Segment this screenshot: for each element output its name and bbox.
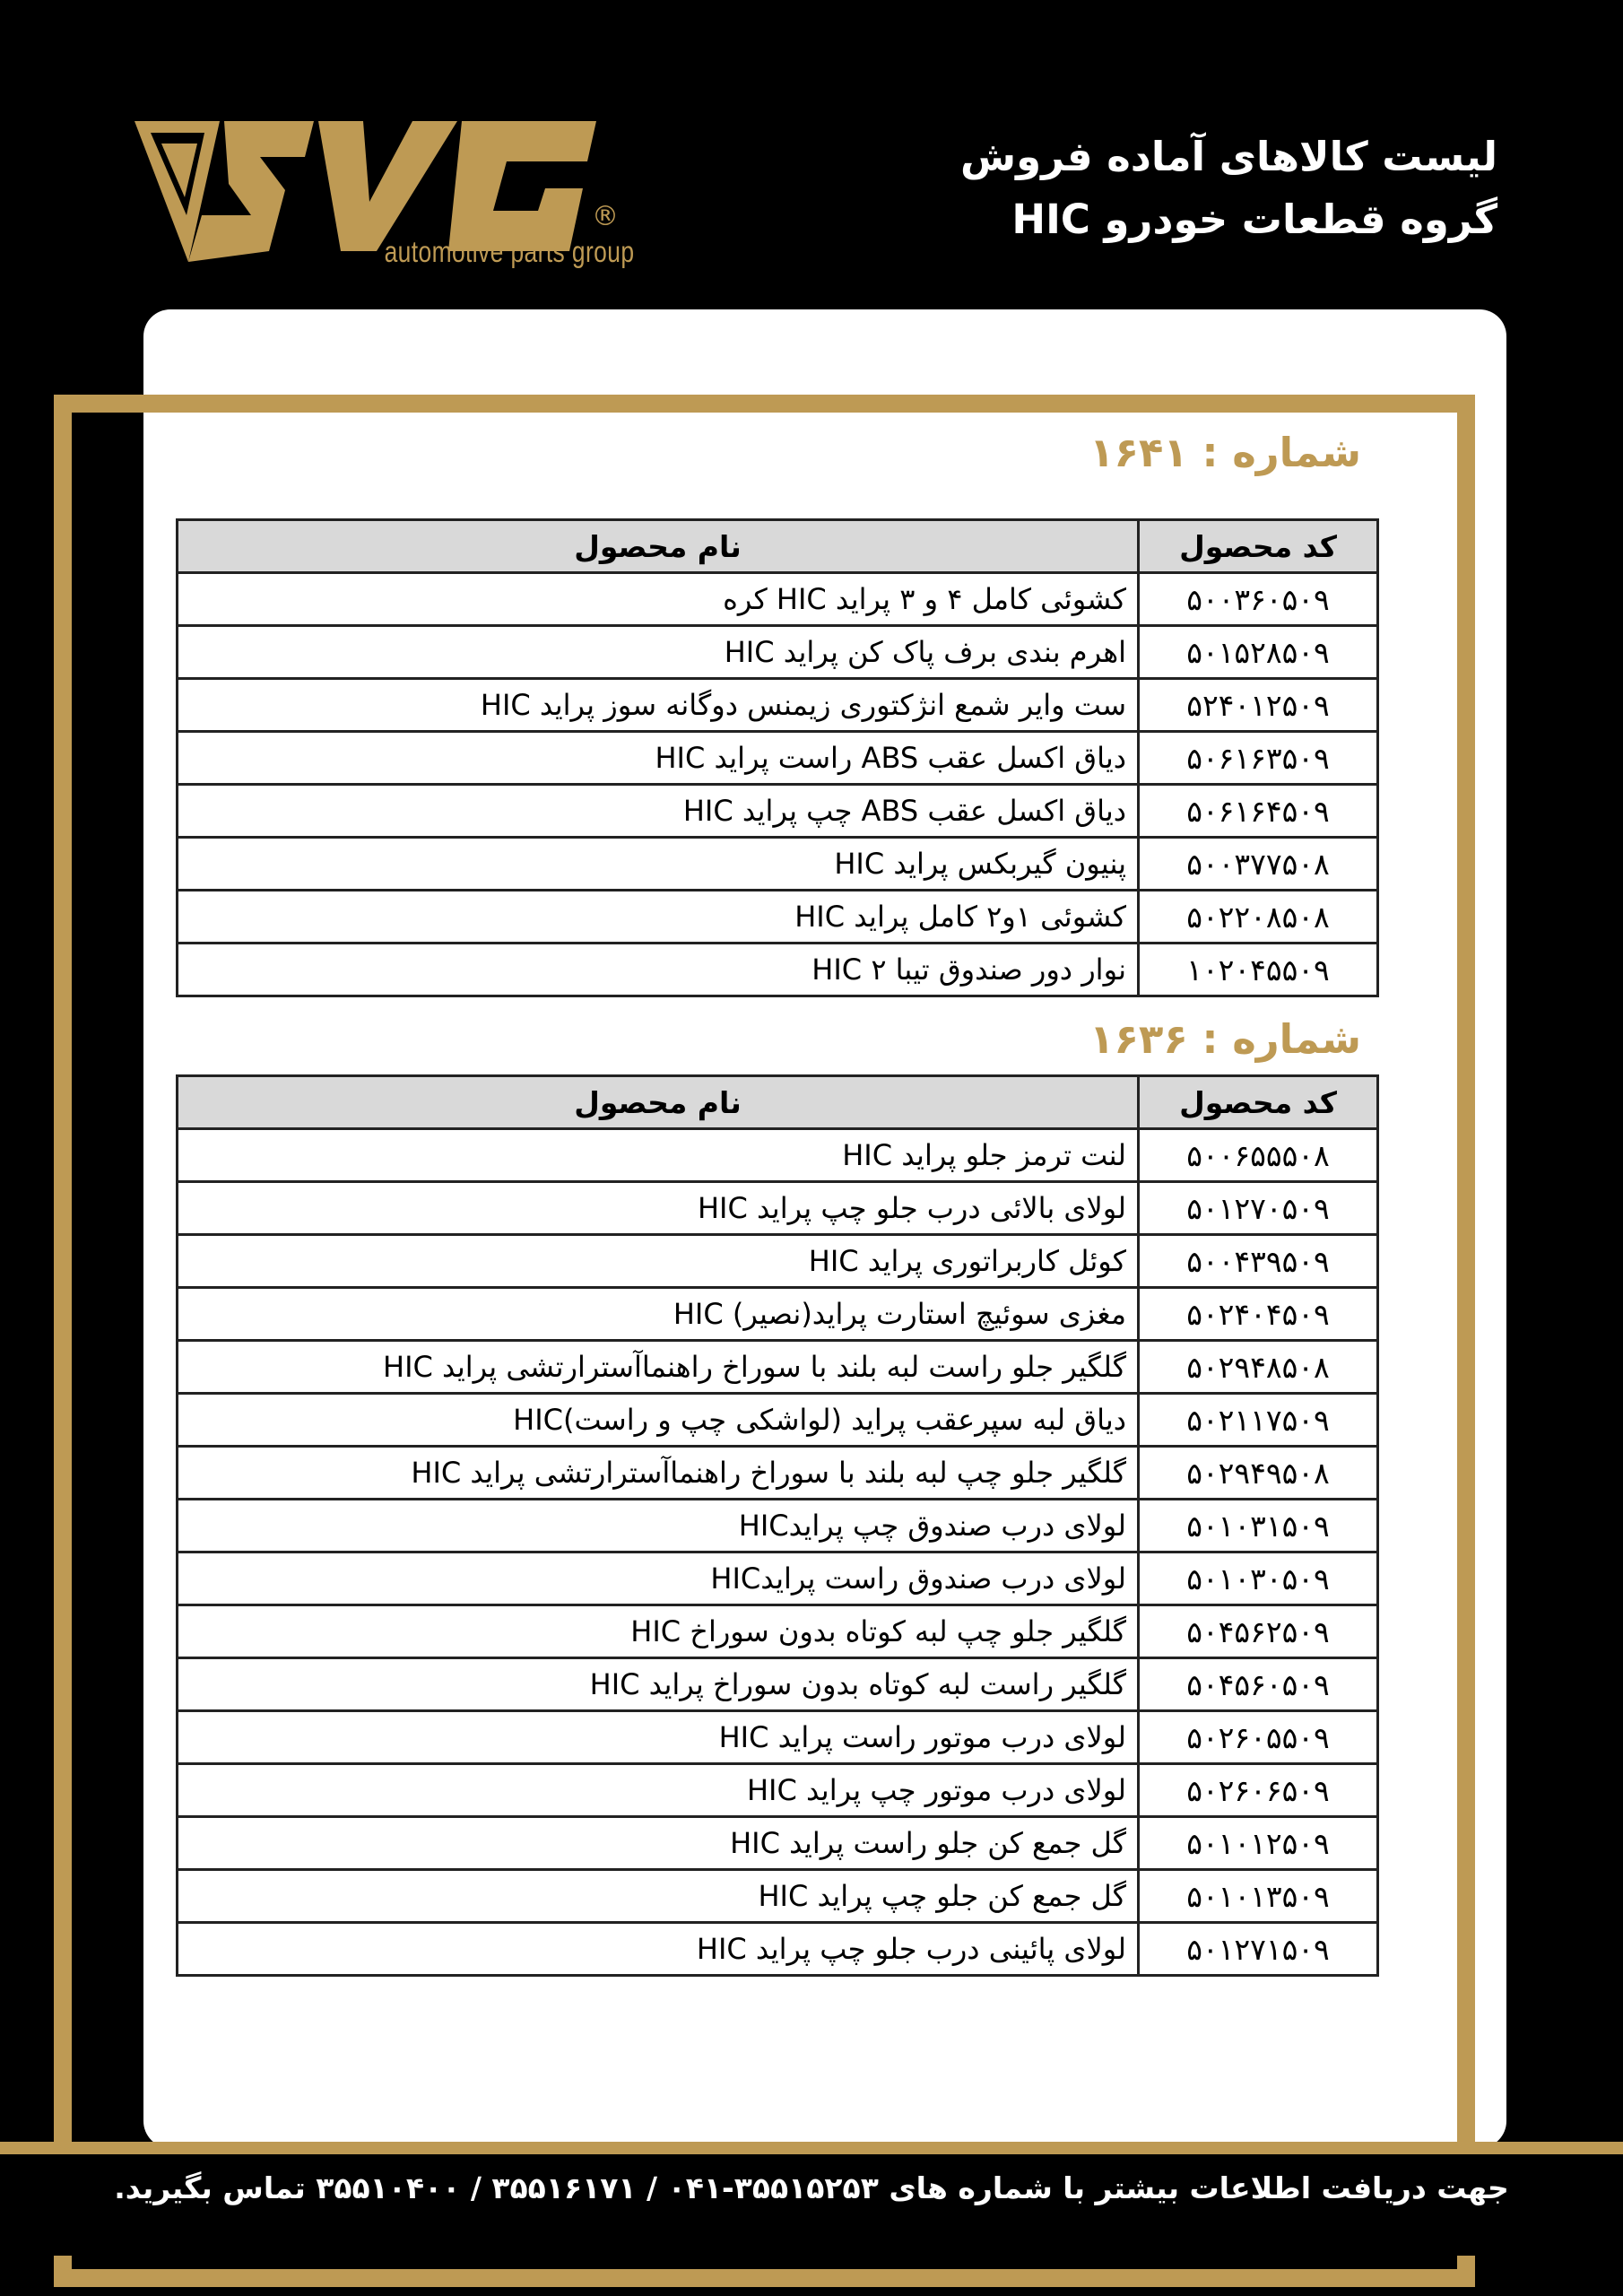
- product-code: ۵۰۱۰۱۲۵۰۹: [1139, 1817, 1378, 1870]
- table-row: [178, 626, 1378, 679]
- table-row: [178, 1658, 1378, 1711]
- product-name: کشوئی ۱و۲ کامل پراید HIC: [178, 891, 1139, 944]
- product-name: دیاق اکسل عقب ABS راست پراید HIC: [178, 732, 1139, 785]
- table-row: [178, 1129, 1378, 1182]
- product-code: ۵۰۱۰۳۰۵۰۹: [1139, 1552, 1378, 1605]
- product-name: لولای درب صندوق چپ پرایدHIC: [178, 1500, 1139, 1552]
- table-row: [178, 785, 1378, 838]
- brand-logo: [135, 117, 635, 274]
- column-header-name: نام محصول: [178, 520, 1139, 573]
- table-row: [178, 1447, 1378, 1500]
- product-name: لنت ترمز جلو پراید HIC: [178, 1129, 1139, 1182]
- header-title-line1: لیست کالاهای آماده فروش: [960, 133, 1497, 180]
- column-header-code: کد محصول: [1139, 520, 1378, 573]
- product-code: ۵۰۲۹۴۹۵۰۸: [1139, 1447, 1378, 1500]
- table-row: [178, 1605, 1378, 1658]
- header-titles: [960, 126, 1497, 251]
- product-code: ۵۰۴۵۶۲۵۰۹: [1139, 1605, 1378, 1658]
- table-row: [178, 1764, 1378, 1817]
- column-header-code: کد محصول: [1139, 1076, 1378, 1129]
- table-row: [178, 838, 1378, 891]
- product-table-1641: [176, 518, 1379, 997]
- product-name: گلگیر جلو راست لبه بلند با سوراخ راهنماآسترارتشی پراید HIC: [178, 1341, 1139, 1394]
- product-name: ست وایر شمع انژکتوری زیمنس دوگانه سوز پراید HIC: [178, 679, 1139, 732]
- product-name: دیاق لبه سپرعقب پراید (لواشکی چپ و راست)HIC: [178, 1394, 1139, 1447]
- table-row: [178, 732, 1378, 785]
- table-row: [178, 1870, 1378, 1923]
- product-name: کوئل کاربراتوری پراید HIC: [178, 1235, 1139, 1288]
- section-title-1641: شماره : ۱۶۴۱: [1089, 429, 1361, 476]
- table-row: [178, 1235, 1378, 1288]
- product-code: ۵۰۲۴۰۴۵۰۹: [1139, 1288, 1378, 1341]
- product-name: لولای درب موتور راست پراید HIC: [178, 1711, 1139, 1764]
- brand-subtitle: automotive parts group: [384, 235, 635, 268]
- table-row: [178, 1500, 1378, 1552]
- table-row: [178, 1341, 1378, 1394]
- product-code: ۵۰۰۶۵۵۵۰۸: [1139, 1129, 1378, 1182]
- product-name: دیاق اکسل عقب ABS چپ پراید HIC: [178, 785, 1139, 838]
- table-row: [178, 573, 1378, 626]
- product-name: گل جمع کن جلو چپ پراید HIC: [178, 1870, 1139, 1923]
- table-row: [178, 1182, 1378, 1235]
- table-row: [178, 891, 1378, 944]
- product-code: ۵۰۲۶۰۶۵۰۹: [1139, 1764, 1378, 1817]
- product-code: ۵۰۶۱۶۳۵۰۹: [1139, 732, 1378, 785]
- product-code: ۵۰۰۳۶۰۵۰۹: [1139, 573, 1378, 626]
- product-name: گلگیر جلو چپ لبه کوتاه بدون سوراخ HIC: [178, 1605, 1139, 1658]
- product-code: ۵۲۴۰۱۲۵۰۹: [1139, 679, 1378, 732]
- product-name: گلگیر جلو چپ لبه بلند با سوراخ راهنماآسترارتشی پراید HIC: [178, 1447, 1139, 1500]
- product-code: ۵۰۱۲۷۱۵۰۹: [1139, 1923, 1378, 1976]
- header-title-line2: گروه قطعات خودرو HIC: [1011, 196, 1497, 243]
- product-code: ۵۰۰۴۳۹۵۰۹: [1139, 1235, 1378, 1288]
- table-header-row: [178, 1076, 1378, 1129]
- product-name: کشوئی کامل ۴ و ۳ پراید HIC کره: [178, 573, 1139, 626]
- footer-contact-text: جهت دریافت اطلاعات بیشتر با شماره های ۳۵۵۱۵۲۵۳-۰۴۱ / ۳۵۵۱۶۱۷۱ / ۳۵۵۱۰۴۰۰ تماس بگیرید.: [114, 2170, 1509, 2205]
- product-name: لولای درب صندوق راست پرایدHIC: [178, 1552, 1139, 1605]
- product-name: لولای پائینی درب جلو چپ پراید HIC: [178, 1923, 1139, 1976]
- product-code: ۵۰۱۵۲۸۵۰۹: [1139, 626, 1378, 679]
- table-header-row: [178, 520, 1378, 573]
- product-code: ۵۰۲۶۰۵۵۰۹: [1139, 1711, 1378, 1764]
- section-title-1636: شماره : ۱۶۳۶: [1089, 1015, 1361, 1063]
- product-code: ۵۰۲۱۱۷۵۰۹: [1139, 1394, 1378, 1447]
- product-table-1636: [176, 1074, 1379, 1977]
- registered-mark: ®: [592, 201, 619, 232]
- table-row: [178, 1923, 1378, 1976]
- product-name: اهرم بندی برف پاک کن پراید HIC: [178, 626, 1139, 679]
- product-code: ۵۰۱۰۳۱۵۰۹: [1139, 1500, 1378, 1552]
- table-row: [178, 679, 1378, 732]
- table-row: [178, 1394, 1378, 1447]
- table-row: [178, 1552, 1378, 1605]
- product-code: ۵۰۰۳۷۷۵۰۸: [1139, 838, 1378, 891]
- table-row: [178, 944, 1378, 996]
- column-header-name: نام محصول: [178, 1076, 1139, 1129]
- product-code: ۵۰۶۱۶۴۵۰۹: [1139, 785, 1378, 838]
- product-code: ۵۰۲۹۴۸۵۰۸: [1139, 1341, 1378, 1394]
- product-name: گلگیر راست لبه کوتاه بدون سوراخ پراید HIC: [178, 1658, 1139, 1711]
- product-code: ۱۰۲۰۴۵۵۰۹: [1139, 944, 1378, 996]
- table-row: [178, 1817, 1378, 1870]
- product-name: نوار دور صندوق تیبا ۲ HIC: [178, 944, 1139, 996]
- product-name: لولای بالائی درب جلو چپ پراید HIC: [178, 1182, 1139, 1235]
- table-row: [178, 1288, 1378, 1341]
- table-row: [178, 1711, 1378, 1764]
- product-name: لولای درب موتور چپ پراید HIC: [178, 1764, 1139, 1817]
- product-name: پنیون گیربکس پراید HIC: [178, 838, 1139, 891]
- product-code: ۵۰۱۲۷۰۵۰۹: [1139, 1182, 1378, 1235]
- product-code: ۵۰۴۵۶۰۵۰۹: [1139, 1658, 1378, 1711]
- product-code: ۵۰۱۰۱۳۵۰۹: [1139, 1870, 1378, 1923]
- product-code: ۵۰۲۲۰۸۵۰۸: [1139, 891, 1378, 944]
- product-name: گل جمع کن جلو راست پراید HIC: [178, 1817, 1139, 1870]
- product-name: مغزی سوئیچ استارت پراید(نصیر) HIC: [178, 1288, 1139, 1341]
